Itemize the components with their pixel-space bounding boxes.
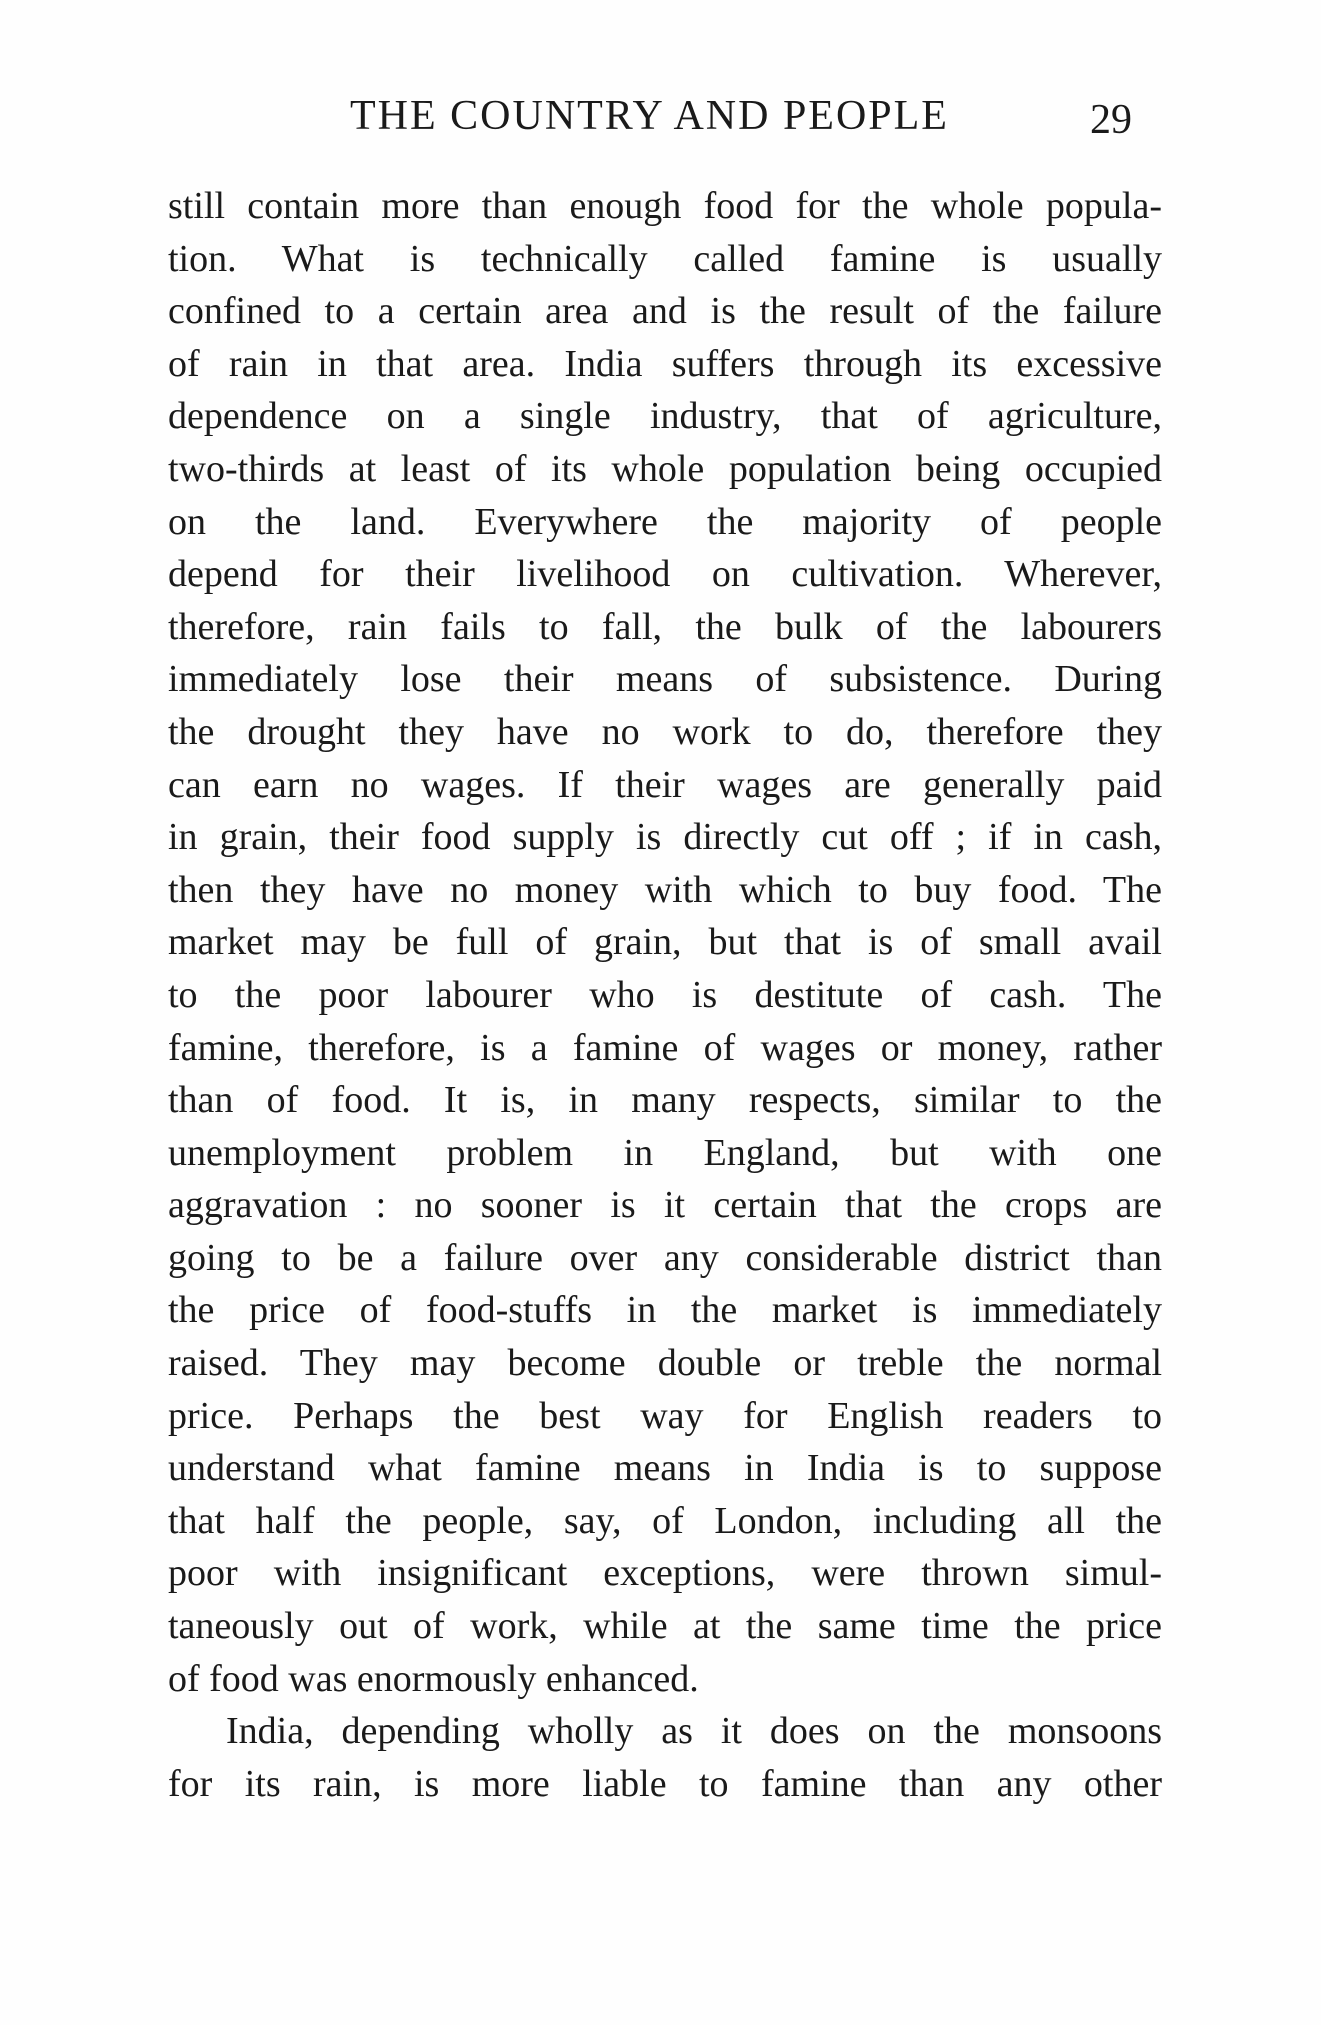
text-line: raised. They may become double or treble the normal bbox=[168, 1342, 1162, 1385]
text-line: for its rain, is more liable to famine than any other bbox=[168, 1762, 1162, 1805]
paragraph bbox=[168, 180, 1162, 1705]
running-title: THE COUNTRY AND PEOPLE bbox=[350, 93, 949, 139]
text-line: that half the people, say, of London, including all the bbox=[168, 1499, 1162, 1542]
text-line: can earn no wages. If their wages are generally paid bbox=[168, 763, 1162, 806]
text-line: India, depending wholly as it does on the monsoons bbox=[226, 1710, 1162, 1753]
text-line: two-thirds at least of its whole population being occupied bbox=[168, 447, 1162, 490]
text-line: understand what famine means in India is to suppose bbox=[168, 1447, 1162, 1490]
text-line: market may be full of grain, but that is of small avail bbox=[168, 921, 1162, 964]
text-line: of food was enormously enhanced. bbox=[168, 1657, 699, 1700]
text-line: going to be a failure over any considerable district than bbox=[168, 1236, 1162, 1279]
text-line: unemployment problem in England, but with one bbox=[168, 1131, 1162, 1174]
text-line: famine, therefore, is a famine of wages or money, rather bbox=[168, 1026, 1162, 1069]
text-line: immediately lose their means of subsistence. During bbox=[168, 658, 1162, 701]
text-line: poor with insignificant exceptions, were thrown simul- bbox=[168, 1552, 1162, 1595]
text-line: depend for their livelihood on cultivation. Wherever, bbox=[168, 553, 1162, 596]
text-line: therefore, rain fails to fall, the bulk of the labourers bbox=[168, 605, 1162, 648]
text-line: on the land. Everywhere the majority of people bbox=[168, 500, 1162, 543]
text-line: the price of food-stuffs in the market is immediately bbox=[168, 1289, 1162, 1332]
text-line: price. Perhaps the best way for English readers to bbox=[168, 1394, 1162, 1437]
page-number: 29 bbox=[1090, 97, 1132, 143]
text-line: than of food. It is, in many respects, similar to the bbox=[168, 1079, 1162, 1122]
text-line: then they have no money with which to buy food. The bbox=[168, 868, 1162, 911]
text-line: taneously out of work, while at the same time the price bbox=[168, 1605, 1162, 1648]
running-head bbox=[170, 92, 1170, 152]
text-line: to the poor labourer who is destitute of cash. The bbox=[168, 973, 1162, 1016]
text-line: still contain more than enough food for the whole popula- bbox=[168, 185, 1162, 227]
text-line: aggravation : no sooner is it certain that the crops are bbox=[168, 1184, 1162, 1227]
text-line: in grain, their food supply is directly cut off ; if in cash, bbox=[168, 816, 1162, 859]
paragraph bbox=[168, 1705, 1162, 1810]
text-line: the drought they have no work to do, therefore they bbox=[168, 710, 1162, 753]
text-line: dependence on a single industry, that of agriculture, bbox=[168, 395, 1162, 438]
text-line: tion. What is technically called famine is usually bbox=[168, 237, 1162, 280]
body-text bbox=[168, 180, 1162, 1810]
text-line: confined to a certain area and is the result of the failure bbox=[168, 290, 1162, 333]
text-line: of rain in that area. India suffers through its excessive bbox=[168, 342, 1162, 385]
